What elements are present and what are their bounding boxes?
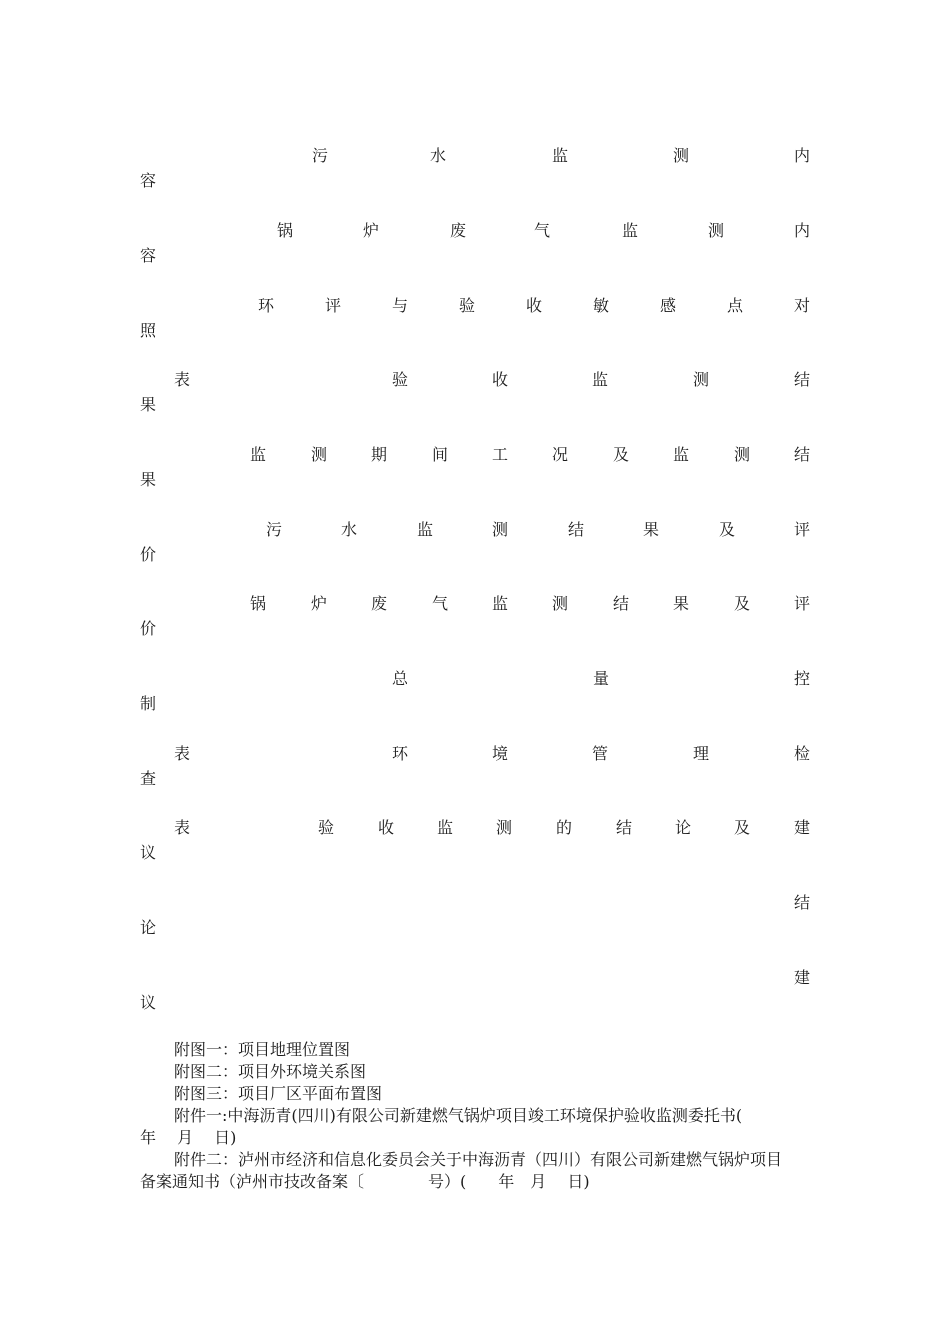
toc-char: 污 bbox=[265, 520, 283, 539]
toc-char: 水 bbox=[340, 520, 358, 539]
toc-char: 监 bbox=[249, 445, 267, 464]
toc-char: 验 bbox=[317, 818, 335, 837]
toc-char: 炉 bbox=[362, 221, 380, 240]
toc-char: 间 bbox=[431, 445, 449, 464]
toc-char: 的 bbox=[555, 818, 573, 837]
toc-char: 管 bbox=[591, 744, 609, 763]
appendix-list bbox=[140, 1039, 820, 1193]
toc-char: 气 bbox=[431, 594, 449, 613]
toc-char: 验 bbox=[391, 370, 409, 389]
toc-char: 环 bbox=[257, 296, 275, 315]
toc-char: 测 bbox=[672, 146, 690, 165]
toc-char: 炉 bbox=[310, 594, 328, 613]
toc-entry bbox=[140, 743, 811, 793]
toc-char: 结 bbox=[612, 594, 630, 613]
toc-char: 评 bbox=[793, 520, 811, 539]
toc-char: 境 bbox=[491, 744, 509, 763]
toc-char: 结 bbox=[793, 893, 811, 912]
toc-entry bbox=[140, 295, 811, 345]
toc-wrap-char: 果 bbox=[140, 470, 157, 489]
toc-char: 监 bbox=[436, 818, 454, 837]
toc-entry bbox=[140, 593, 811, 643]
toc-char: 污 bbox=[311, 146, 329, 165]
toc-char: 论 bbox=[674, 818, 692, 837]
toc-char: 与 bbox=[391, 296, 409, 315]
toc-char: 锅 bbox=[276, 221, 294, 240]
toc-wrap-char: 制 bbox=[140, 694, 157, 713]
toc-char: 废 bbox=[449, 221, 467, 240]
toc-char: 监 bbox=[551, 146, 569, 165]
toc-char: 检 bbox=[793, 744, 811, 763]
toc-char: 监 bbox=[621, 221, 639, 240]
toc-char: 建 bbox=[793, 968, 811, 987]
toc-entry bbox=[140, 817, 811, 867]
toc-entry bbox=[140, 369, 811, 419]
toc-char: 测 bbox=[733, 445, 751, 464]
toc-wrap-char: 查 bbox=[140, 769, 157, 788]
toc-char: 监 bbox=[416, 520, 434, 539]
appendix-item-attachment-1-date: 年 月 日) bbox=[140, 1128, 237, 1147]
toc-entry bbox=[140, 668, 811, 718]
toc-char: 收 bbox=[377, 818, 395, 837]
toc-wrap-char: 议 bbox=[140, 993, 157, 1012]
toc-char: 感 bbox=[659, 296, 677, 315]
toc-char: 及 bbox=[733, 818, 751, 837]
toc-char: 评 bbox=[324, 296, 342, 315]
toc-char: 收 bbox=[491, 370, 509, 389]
toc-entry bbox=[140, 220, 811, 270]
toc-char: 测 bbox=[495, 818, 513, 837]
toc-char: 及 bbox=[733, 594, 751, 613]
toc-char: 对 bbox=[793, 296, 811, 315]
toc-char: 气 bbox=[533, 221, 551, 240]
appendix-item-figure-1: 附图一：项目地理位置图 bbox=[174, 1040, 351, 1059]
toc-char: 果 bbox=[642, 520, 660, 539]
toc-char: 及 bbox=[612, 445, 630, 464]
toc-char: 况 bbox=[551, 445, 569, 464]
toc-char: 锅 bbox=[249, 594, 267, 613]
toc-char: 验 bbox=[458, 296, 476, 315]
toc-char: 表 bbox=[173, 744, 191, 763]
toc-char: 监 bbox=[591, 370, 609, 389]
toc-char: 总 bbox=[391, 669, 409, 688]
toc-char: 表 bbox=[173, 818, 191, 837]
toc-wrap-char: 价 bbox=[140, 619, 157, 638]
toc-char: 理 bbox=[692, 744, 710, 763]
toc-char: 结 bbox=[793, 445, 811, 464]
toc-entry bbox=[140, 519, 811, 569]
toc-char: 结 bbox=[615, 818, 633, 837]
toc-wrap-char: 容 bbox=[140, 246, 157, 265]
toc-char: 评 bbox=[793, 594, 811, 613]
appendix-item-attachment-1: 附件一:中海沥青(四川)有限公司新建燃气锅炉项目竣工环境保护验收监测委托书( bbox=[174, 1106, 743, 1125]
toc-entry bbox=[140, 145, 811, 195]
appendix-item-figure-2: 附图二：项目外环境关系图 bbox=[174, 1062, 367, 1081]
toc-char: 测 bbox=[310, 445, 328, 464]
toc-char: 结 bbox=[567, 520, 585, 539]
toc-char: 量 bbox=[592, 669, 610, 688]
toc-char: 废 bbox=[370, 594, 388, 613]
toc-char: 测 bbox=[491, 520, 509, 539]
toc-char: 点 bbox=[726, 296, 744, 315]
toc-char: 敏 bbox=[592, 296, 610, 315]
toc-wrap-char: 价 bbox=[140, 545, 157, 564]
toc-entry bbox=[140, 967, 811, 1017]
toc-char: 表 bbox=[173, 370, 191, 389]
appendix-item-attachment-2-cont: 备案通知书（泸州市技改备案〔 号）( 年 月 日) bbox=[140, 1172, 590, 1191]
toc-char: 水 bbox=[429, 146, 447, 165]
toc-char: 建 bbox=[793, 818, 811, 837]
appendix-item-figure-3: 附图三：项目厂区平面布置图 bbox=[174, 1084, 383, 1103]
toc-entry bbox=[140, 444, 811, 494]
toc-char: 控 bbox=[793, 669, 811, 688]
toc-wrap-char: 容 bbox=[140, 171, 157, 190]
toc-char: 监 bbox=[491, 594, 509, 613]
toc-char: 测 bbox=[551, 594, 569, 613]
toc-char: 结 bbox=[793, 370, 811, 389]
toc-entry bbox=[140, 892, 811, 942]
appendix-item-attachment-2: 附件二：泸州市经济和信息化委员会关于中海沥青（四川）有限公司新建燃气锅炉项目 bbox=[174, 1150, 783, 1169]
toc-wrap-char: 论 bbox=[140, 918, 157, 937]
toc-char: 及 bbox=[718, 520, 736, 539]
toc-char: 测 bbox=[707, 221, 725, 240]
toc-char: 监 bbox=[672, 445, 690, 464]
toc-char: 果 bbox=[672, 594, 690, 613]
toc-wrap-char: 照 bbox=[140, 321, 157, 340]
toc-wrap-char: 议 bbox=[140, 843, 157, 862]
toc-char: 内 bbox=[793, 221, 811, 240]
toc-char: 环 bbox=[391, 744, 409, 763]
toc-char: 收 bbox=[525, 296, 543, 315]
toc-char: 工 bbox=[491, 445, 509, 464]
toc-char: 内 bbox=[793, 146, 811, 165]
toc-char: 测 bbox=[692, 370, 710, 389]
toc-char: 期 bbox=[370, 445, 388, 464]
toc-wrap-char: 果 bbox=[140, 395, 157, 414]
